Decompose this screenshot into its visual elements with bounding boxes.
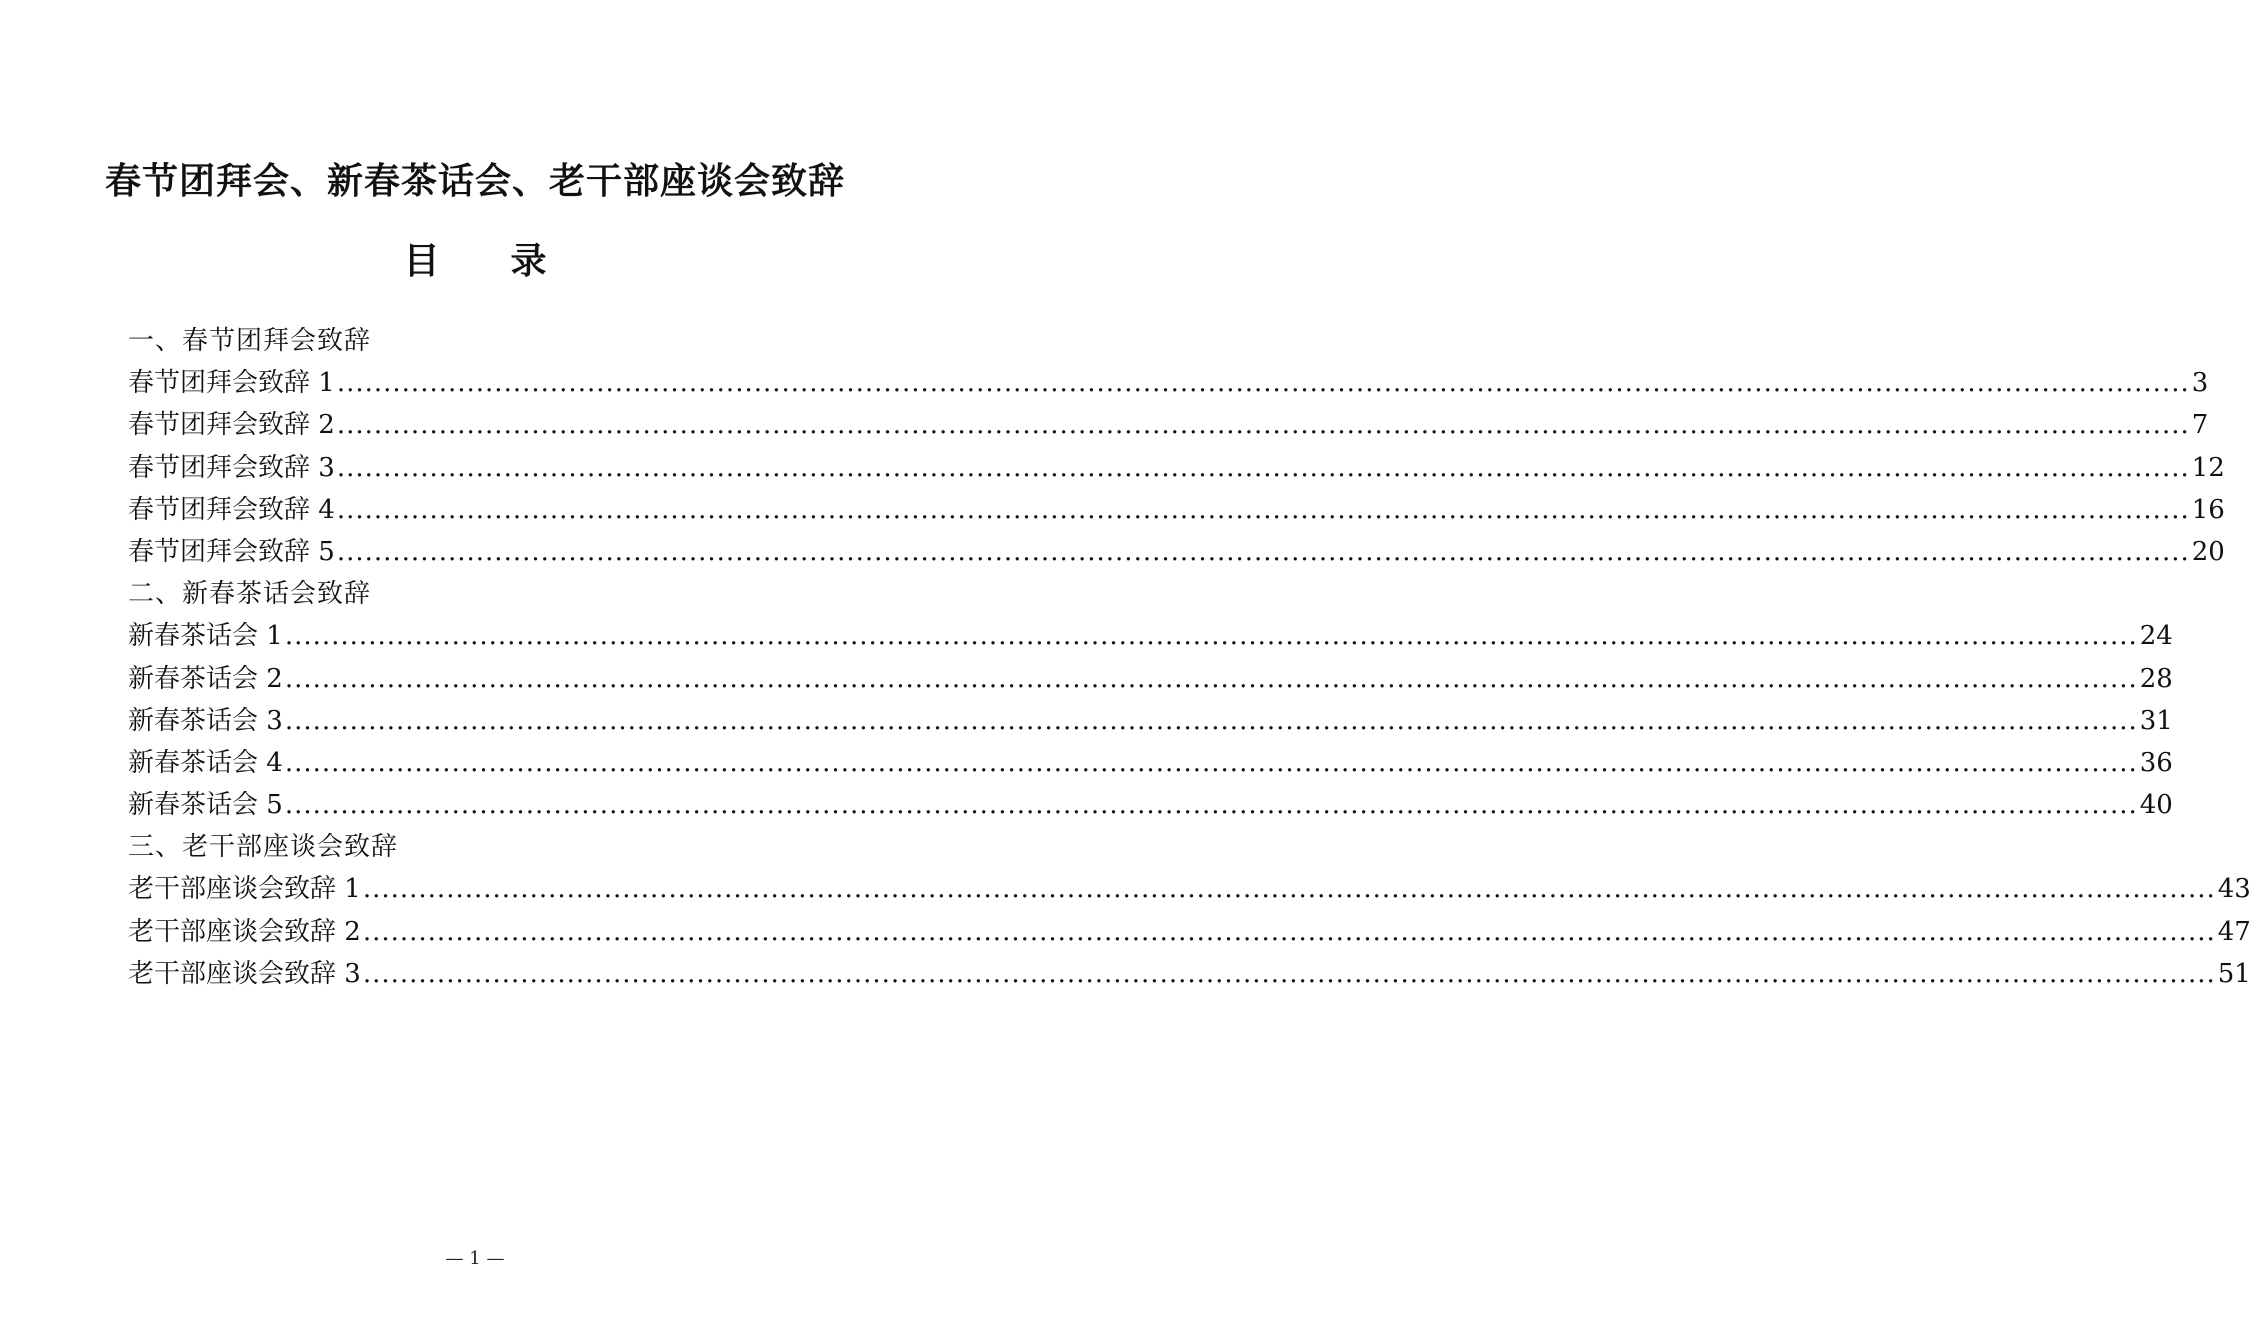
toc-entry[interactable] [128, 658, 2173, 700]
toc-entry-label: 新春茶话会 2 [128, 663, 283, 694]
toc-entry-page: 31 [2139, 705, 2173, 736]
toc-entry-page: 28 [2139, 663, 2173, 694]
toc-section-heading: 一、春节团拜会致辞 [128, 326, 372, 356]
toc-entry[interactable] [128, 362, 2209, 404]
toc-leader-dots: ........................................................................................................................................................................................................ [336, 368, 2190, 399]
toc-entry-page: 24 [2139, 621, 2173, 652]
document-title: 春节团拜会、新春茶话会、老干部座谈会致辞 [104, 160, 845, 202]
toc-entry[interactable] [128, 531, 2225, 573]
toc-entry-label: 春节团拜会致辞 2 [128, 410, 335, 441]
toc-leader-dots: ........................................................................................................................................................................................................ [284, 705, 2138, 736]
toc-leader-dots: ........................................................................................................................................................................................................ [336, 494, 2190, 525]
toc-entry[interactable] [128, 404, 2209, 446]
toc-entry-page: 36 [2139, 747, 2173, 778]
toc-title-char-1: 目 [403, 240, 440, 282]
toc-entry-page: 7 [2191, 410, 2209, 441]
toc-entry-page: 3 [2191, 368, 2209, 399]
toc-leader-dots: ........................................................................................................................................................................................................ [284, 747, 2138, 778]
toc-entry-page: 16 [2191, 494, 2225, 525]
toc-entry-page: 47 [2217, 916, 2251, 947]
toc-leader-dots: ........................................................................................................................................................................................................ [336, 536, 2190, 567]
toc-entry-label: 老干部座谈会致辞 1 [128, 874, 361, 905]
toc-leader-dots: ........................................................................................................................................................................................................ [336, 452, 2190, 483]
toc-entry-label: 春节团拜会致辞 5 [128, 536, 335, 567]
toc-entry[interactable] [128, 615, 2173, 657]
toc-title-char-2: 录 [510, 240, 547, 282]
toc-leader-dots: ........................................................................................................................................................................................................ [336, 410, 2190, 441]
toc-entry[interactable] [128, 953, 2251, 995]
toc-entry-page: 12 [2191, 452, 2225, 483]
toc-entry-label: 新春茶话会 1 [128, 621, 283, 652]
toc-entry-label: 春节团拜会致辞 4 [128, 494, 335, 525]
toc-entry-label: 新春茶话会 4 [128, 747, 283, 778]
toc-entry-label: 新春茶话会 3 [128, 705, 283, 736]
toc-section-heading: 二、新春茶话会致辞 [128, 579, 372, 610]
toc-entry-page: 20 [2191, 536, 2225, 567]
toc-leader-dots: ........................................................................................................................................................................................................ [362, 916, 2216, 947]
toc-entry[interactable] [128, 911, 2251, 953]
table-of-contents [128, 320, 2251, 995]
toc-entry[interactable] [128, 447, 2225, 489]
toc-entry-label: 新春茶话会 5 [128, 790, 283, 821]
toc-entry-label: 老干部座谈会致辞 3 [128, 958, 361, 989]
toc-leader-dots: ........................................................................................................................................................................................................ [362, 874, 2216, 905]
toc-entry[interactable] [128, 700, 2173, 742]
toc-entry-label: 春节团拜会致辞 3 [128, 452, 335, 483]
toc-entry[interactable] [128, 489, 2225, 531]
toc-entry[interactable] [128, 868, 2251, 910]
toc-entry[interactable] [128, 784, 2173, 826]
toc-leader-dots: ........................................................................................................................................................................................................ [284, 621, 2138, 652]
toc-entry-page: 43 [2217, 874, 2251, 905]
toc-entry[interactable] [128, 742, 2173, 784]
toc-section-heading: 三、老干部座谈会致辞 [128, 832, 399, 863]
toc-leader-dots: ........................................................................................................................................................................................................ [284, 790, 2138, 821]
page-number: — 1 — [445, 1248, 505, 1269]
toc-leader-dots: ........................................................................................................................................................................................................ [284, 663, 2138, 694]
toc-entry-page: 51 [2217, 958, 2251, 989]
toc-entry-label: 春节团拜会致辞 1 [128, 368, 335, 399]
toc-entry-page: 40 [2139, 790, 2173, 821]
toc-entry-label: 老干部座谈会致辞 2 [128, 916, 361, 947]
toc-leader-dots: ........................................................................................................................................................................................................ [362, 958, 2216, 989]
toc-title [0, 236, 950, 286]
